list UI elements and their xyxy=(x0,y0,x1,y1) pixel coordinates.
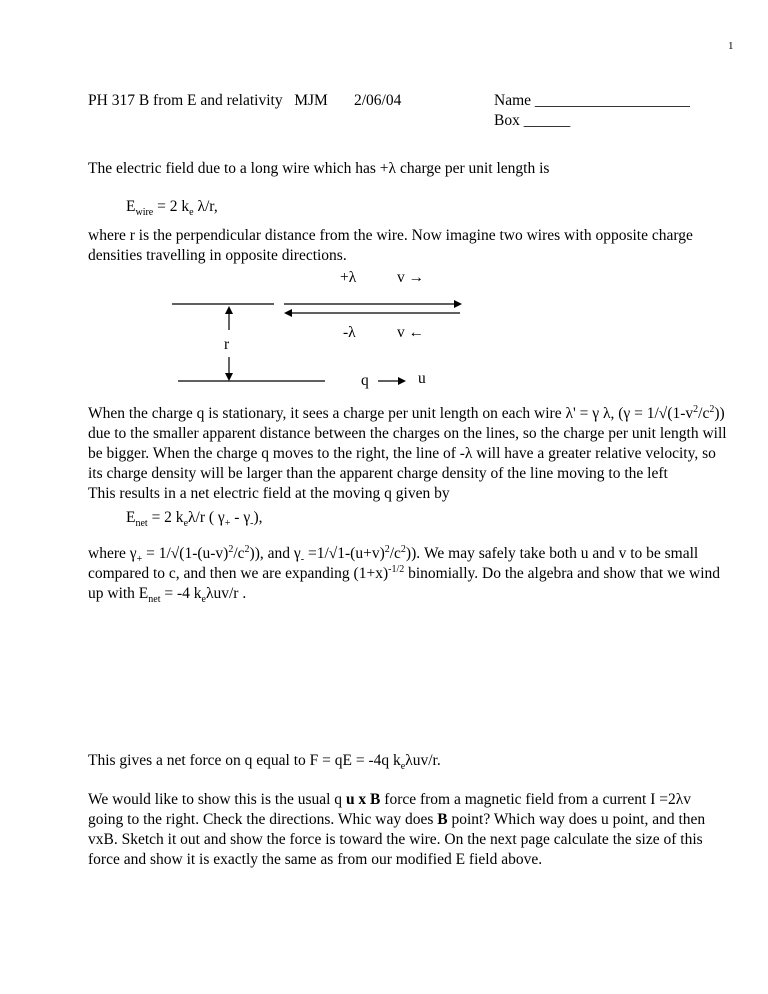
q-label: q xyxy=(361,372,369,389)
paragraph-net-force: This gives a net force on q equal to F = qE = -4q $k_e\lambda uv/r$. xyxy=(88,752,441,773)
equation-e-wire: $E_{wire} = 2$ $k_e$ λ/r, xyxy=(126,198,218,219)
paragraph-two-wires: where r is the perpendicular distance from the wire. Now imagine two wires with opposite charge densities travelling in opposite directions. xyxy=(88,227,693,264)
header-date: 2/06/04 xyxy=(354,92,402,109)
box-field: Box ______ xyxy=(494,112,571,129)
paragraph-magnetic-force: We would like to show this is the usual q u x B force from a magnetic field from a current I =2λv going to the right. Check the directions. Whic way does B point? Which way does u point, and then vxB. Sketch it out and show the force is toward the wire. On the next page calculate the size of this force and show it is exactly the same as from our modified E field above. xyxy=(88,791,706,868)
paragraph-binomial: where $\gamma_+ = 1/√(1-(u-v)^2/c^2)$), and $\gamma_- =1/√1-(u+v)^2/c^2$)). We may safely take both u and v to be small compared to c, and then we are expanding $(1+x)^{-1/2}$ binomially. Do the algebra and show that we wind up with $E_{net} = -4$ $k_e\lambda uv/r$ . xyxy=(88,543,721,606)
name-field: Name ____________________ xyxy=(494,92,690,109)
page-number: 1 xyxy=(728,40,734,52)
u-arrowhead xyxy=(398,377,406,385)
u-label: u xyxy=(418,370,426,387)
r-arrowhead-up xyxy=(225,306,233,314)
author-label: MJM xyxy=(294,92,328,109)
minus-lambda-label: -λ xyxy=(343,324,356,341)
v-right-label: v → xyxy=(397,269,425,286)
paragraph-charge-density: When the charge q is stationary, it sees a charge per unit length on each wire λ' = γ λ, $(\gamma = 1/√(1-v^2/c^2))$ due to the smaller apparent distance between the charges on the lines, so the charge per unit length will be bigger. When the charge q moves to the right, the line of -λ will have a greater relative velocity, so its charge density will be larger than the apparent charge density of the line moving to the left This results in a net electric field at the moving q given by xyxy=(88,403,727,502)
intro-text: The electric field due to a long wire which has +λ charge per unit length is xyxy=(88,160,550,177)
minus-wire-arrowhead xyxy=(284,309,292,317)
course-label: PH 317 B from E and relativity xyxy=(88,92,283,109)
equation-e-net: $E_{net} = 2$ $k_e\lambda/r$ ( $\gamma_+ - \gamma_-$), xyxy=(126,509,263,530)
r-arrowhead-down xyxy=(225,373,233,381)
r-label: r xyxy=(224,336,230,353)
v-left-label: v ← xyxy=(397,324,425,341)
plus-wire-arrowhead xyxy=(454,300,462,308)
plus-lambda-label: +λ xyxy=(340,269,357,286)
